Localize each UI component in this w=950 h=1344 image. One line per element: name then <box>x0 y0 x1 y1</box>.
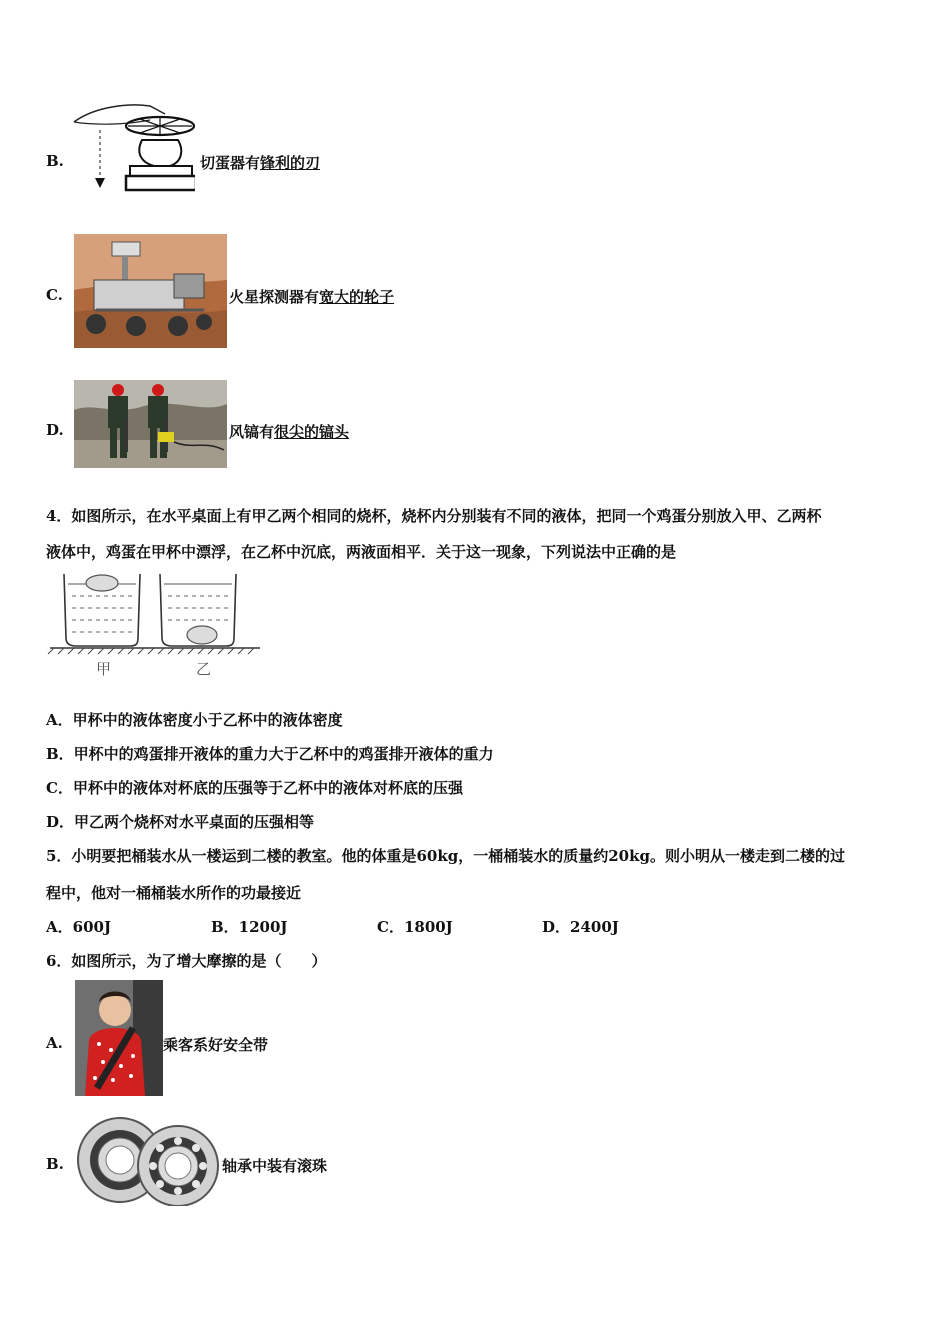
q6-stem: 6．如图所示，为了增大摩擦的是（ ） <box>46 952 327 970</box>
jackhammer-workers-image <box>74 380 227 468</box>
option-letter: D. <box>46 421 64 439</box>
option-letter: C. <box>46 286 63 304</box>
option-text: 乘客系好安全带 <box>163 1036 269 1054</box>
q5-option-d: D．2400J <box>542 918 619 936</box>
q4-option-b: B．甲杯中的鸡蛋排开液体的重力大于乙杯中的鸡蛋排开液体的重力 <box>46 745 494 763</box>
q4-stem-line-1: 4．如图所示，在水平桌面上有甲乙两个相同的烧杯，烧杯内分别装有不同的液体，把同一个鸡蛋分别放入甲、乙两杯 <box>46 507 822 525</box>
q5-option-b: B．1200J <box>211 918 288 936</box>
beaker-label-jia: 甲 <box>96 660 112 678</box>
option-letter: B. <box>46 152 64 170</box>
seatbelt-passenger-image <box>75 980 163 1096</box>
beaker-label-yi: 乙 <box>196 660 212 678</box>
q5-option-c: C．1800J <box>377 918 453 936</box>
q5-option-a: A．600J <box>46 918 112 936</box>
q5-stem-line-2: 程中，他对一桶桶装水所作的功最接近 <box>46 884 302 902</box>
q4-option-d: D．甲乙两个烧杯对水平桌面的压强相等 <box>46 813 315 831</box>
option-letter: A. <box>46 1034 63 1052</box>
egg-slicer-image <box>70 100 195 198</box>
beakers-figure <box>46 568 266 680</box>
mars-rover-image <box>74 234 227 348</box>
option-text: 切蛋器有锋利的刃 <box>200 154 321 172</box>
option-text: 风镐有很尖的镐头 <box>229 423 350 441</box>
q4-option-c: C．甲杯中的液体对杯底的压强等于乙杯中的液体对杯底的压强 <box>46 779 463 797</box>
option-text: 轴承中装有滚珠 <box>222 1157 328 1175</box>
ball-bearings-image <box>74 1116 220 1206</box>
q5-stem-line-1: 5．小明要把桶装水从一楼运到二楼的教室。他的体重是60kg，一桶桶装水的质量约20kg。则小明从一楼走到二楼的过 <box>46 847 845 865</box>
q4-stem-line-2: 液体中，鸡蛋在甲杯中漂浮，在乙杯中沉底，两液面相平．关于这一现象，下列说法中正确的是 <box>46 543 677 561</box>
option-text: 火星探测器有宽大的轮子 <box>229 288 395 306</box>
q4-option-a: A．甲杯中的液体密度小于乙杯中的液体密度 <box>46 711 343 729</box>
option-letter: B. <box>46 1155 64 1173</box>
